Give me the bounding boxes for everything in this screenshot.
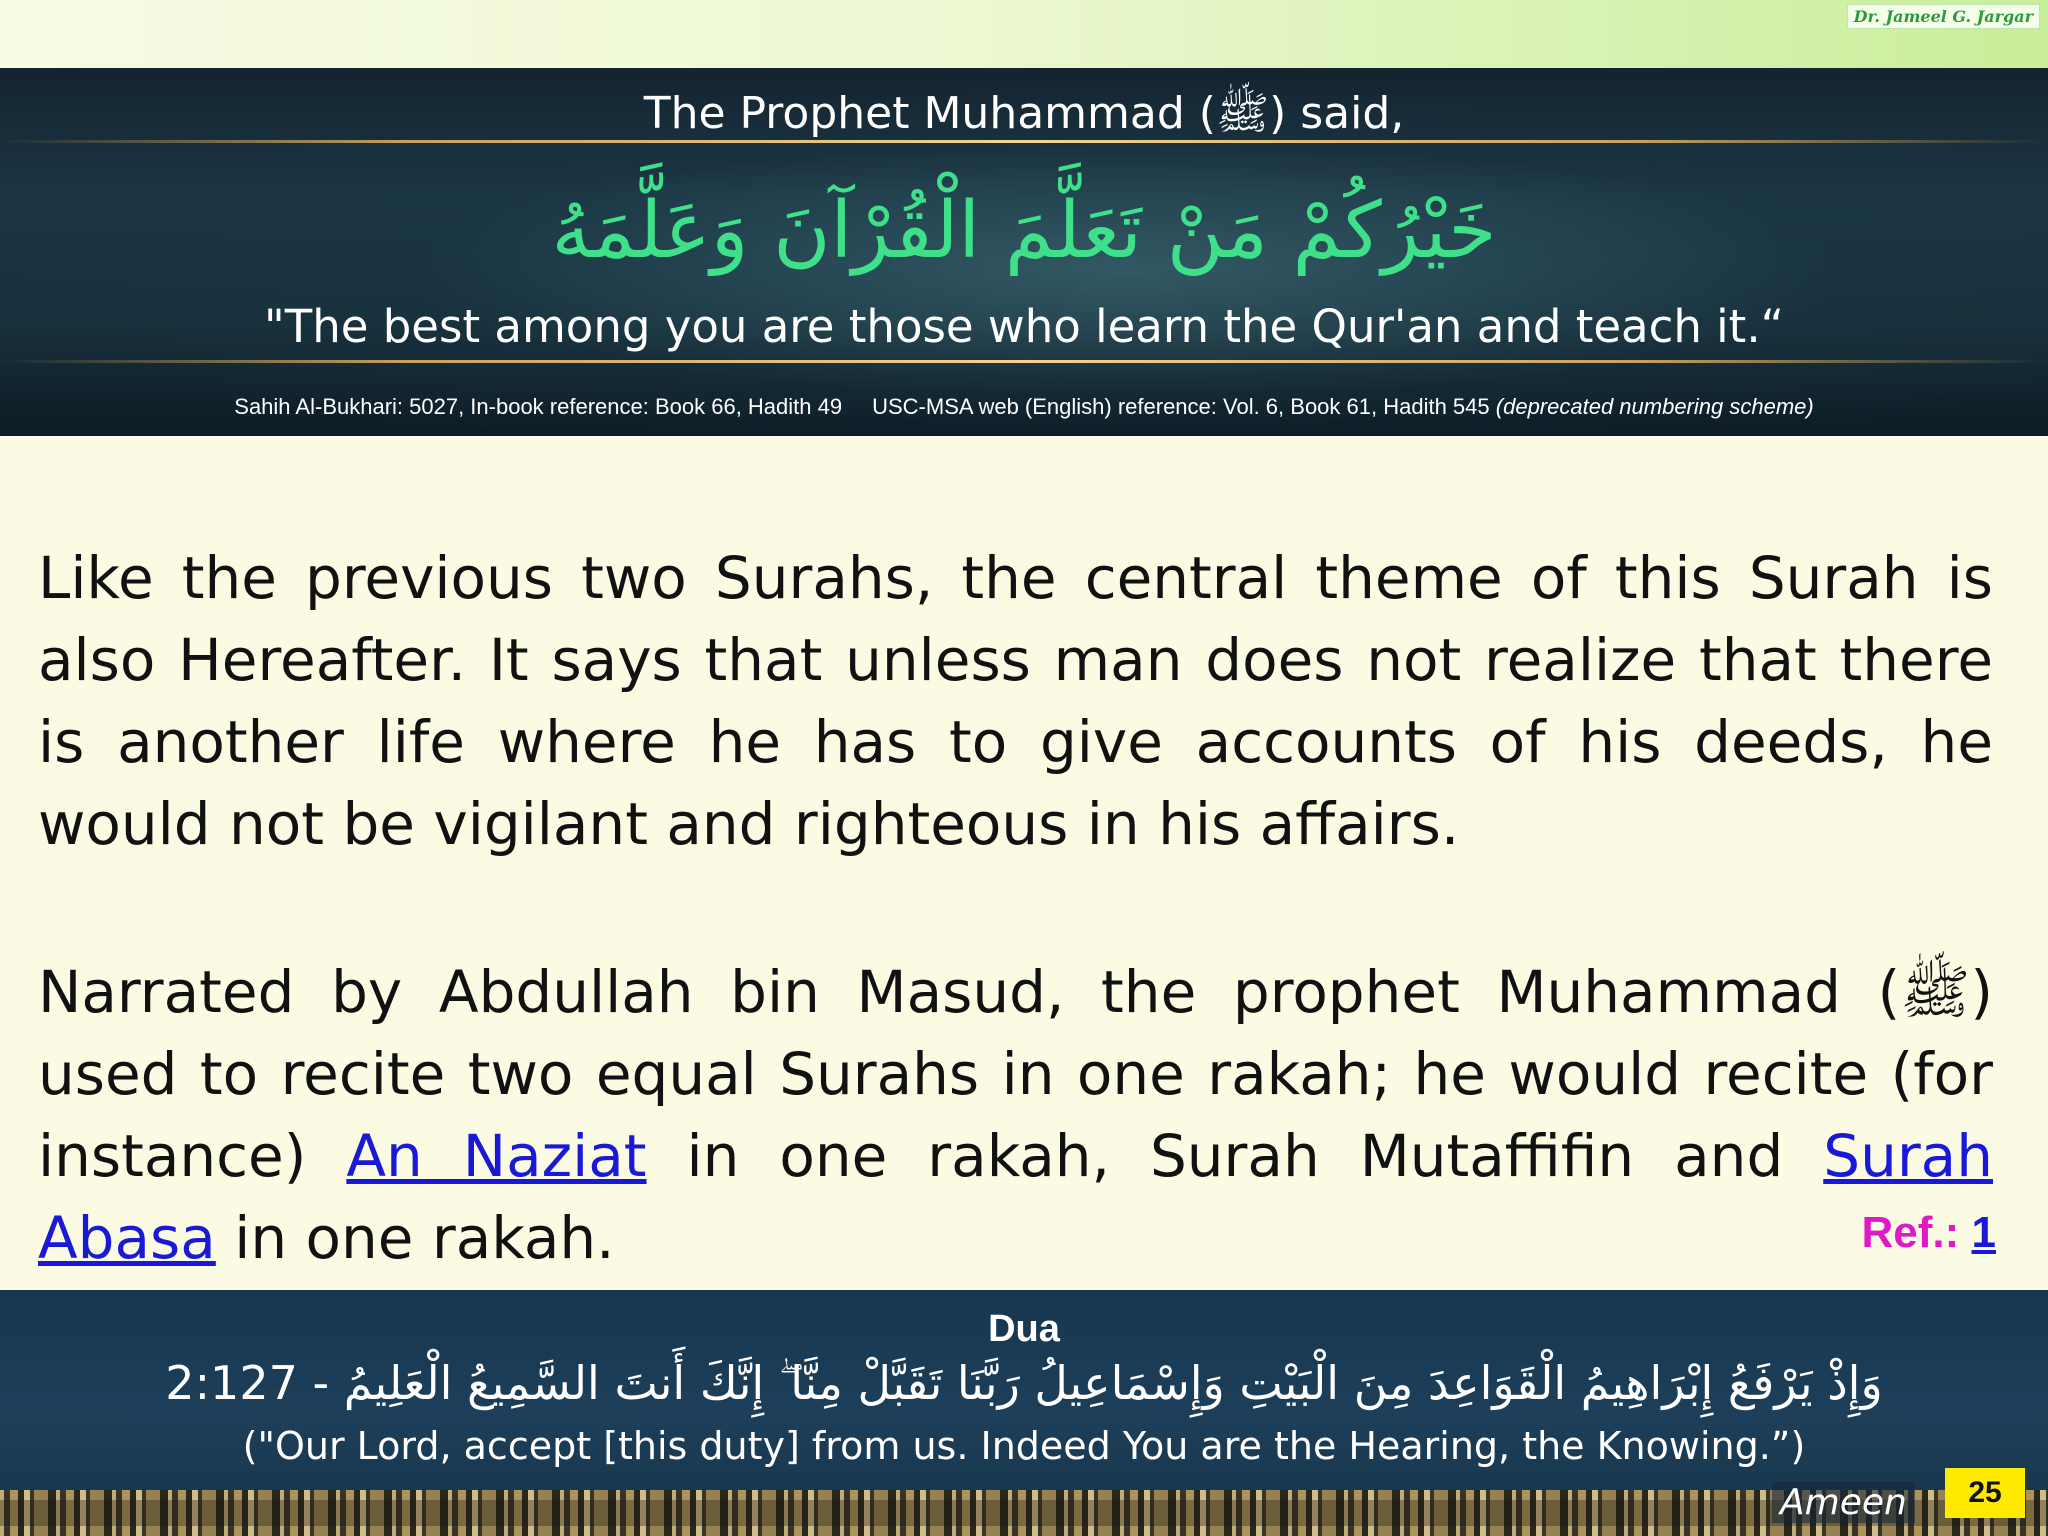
paragraph-narration bbox=[38, 951, 1993, 1279]
ameen-text: Ameen bbox=[1772, 1482, 1915, 1523]
ref-link-1[interactable]: 1 bbox=[1971, 1208, 1996, 1257]
hadith-banner bbox=[0, 68, 2048, 436]
reference-note: (deprecated numbering scheme) bbox=[1495, 394, 1814, 419]
hadith-reference bbox=[0, 394, 2048, 420]
gold-divider-bottom bbox=[0, 360, 2048, 363]
top-strip bbox=[0, 0, 2048, 68]
dua-arabic-text: وَإِذْ يَرْفَعُ إِبْرَاهِيمُ الْقَوَاعِدَ مِنَ الْبَيْتِ وَإِسْمَاعِيلُ رَبَّنَا تَقَبَّلْ مِنَّا ۖ إِنَّكَ أَنتَ السَّمِيعُ الْعَلِيمُ bbox=[343, 1356, 1883, 1410]
link-surah-abasa[interactable]: Surah Abasa bbox=[38, 1122, 1993, 1272]
page-number: 25 bbox=[1945, 1468, 2025, 1518]
ref-label: Ref.: bbox=[1861, 1208, 1960, 1257]
hadith-translation: "The best among you are those who learn the Qur'an and teach it.“ bbox=[264, 300, 1784, 353]
dua-reference: 2:127 - bbox=[165, 1356, 344, 1410]
dua-translation: ("Our Lord, accept [this duty] from us. Indeed You are the Hearing, the Knowing.”) bbox=[242, 1424, 1806, 1468]
decorative-border-band bbox=[0, 1500, 2048, 1526]
hadith-arabic-text: خَيْرُكُمْ مَنْ تَعَلَّمَ الْقُرْآنَ وَعَلَّمَهُ bbox=[551, 186, 1497, 276]
dua-arabic-line bbox=[0, 1356, 2048, 1412]
dua-footer bbox=[0, 1290, 2048, 1536]
dua-title: Dua bbox=[988, 1308, 1060, 1350]
author-badge: Dr. Jameel G. Jargar bbox=[1847, 4, 2040, 29]
link-an-naziat[interactable]: An Naziat bbox=[346, 1122, 647, 1190]
reference-usc-msa: USC-MSA web (English) reference: Vol. 6, Book 61, Hadith 545 bbox=[872, 394, 1490, 419]
reference-bukhari: Sahih Al-Bukhari: 5027, In-book reference: Book 66, Hadith 49 bbox=[234, 394, 843, 419]
narration-text-3: in one rakah. bbox=[215, 1204, 615, 1272]
paragraph-theme: Like the previous two Surahs, the central theme of this Surah is also Hereafter. It says that unless man does not realize that there is another life where he has to give accounts of his deeds, he would not be vigilant and righteous in his affairs. bbox=[38, 544, 1993, 858]
reference-line bbox=[1862, 1208, 1997, 1258]
narration-text-2: in one rakah, Surah Mutaffifin and bbox=[646, 1122, 1824, 1190]
narration-text-1: Narrated by Abdullah bin Masud, the prophet Muhammad (ﷺ) used to recite two equal Surahs in one rakah; he would recite (for instance) bbox=[38, 958, 1993, 1190]
prophet-said-heading: The Prophet Muhammad (ﷺ) said, bbox=[643, 88, 1405, 139]
gold-divider-top bbox=[0, 140, 2048, 143]
